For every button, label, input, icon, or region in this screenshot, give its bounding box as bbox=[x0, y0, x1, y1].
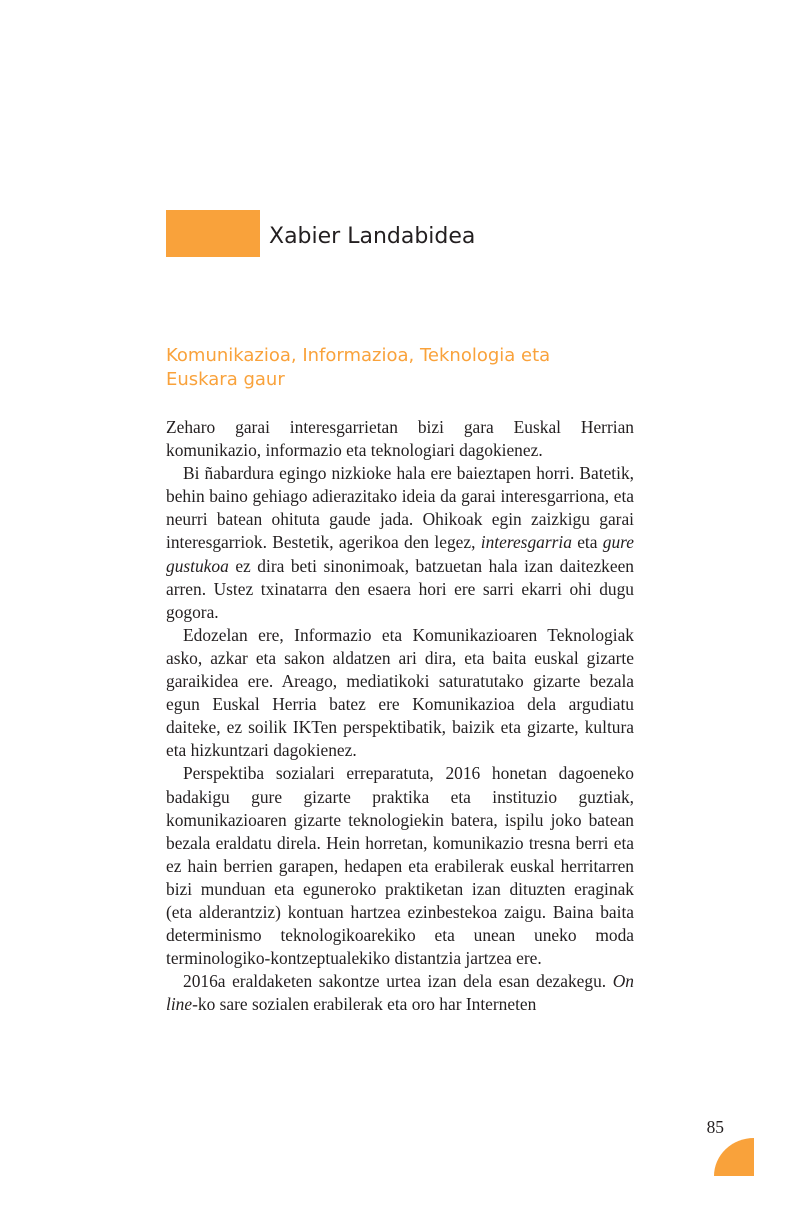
paragraph-text: Bi ñabardura egingo nizkioke hala ere baieztapen horri. Batetik, behin baino gehiago adierazitako ideia da garai interesgarriona, eta neurri batean ohituta gaude jada. Ohikoak egin zaizkigu garai interesgarriok. Bestetik, agerikoa den legez, bbox=[166, 463, 634, 553]
italic-text: On line bbox=[166, 971, 634, 1015]
author-color-block bbox=[166, 210, 260, 257]
body-paragraph bbox=[166, 462, 634, 624]
paragraph-text: 2016a eraldaketen sakontze urtea izan dela esan dezakegu. bbox=[183, 971, 613, 992]
paragraph-text: eta bbox=[571, 532, 603, 553]
body-paragraph bbox=[166, 416, 634, 462]
body-paragraph bbox=[166, 970, 634, 1016]
page-number: 85 bbox=[706, 1117, 724, 1137]
article-title-line: Euskara gaur bbox=[166, 369, 285, 390]
paragraph-text: Edozelan ere, Informazio eta Komunikazioaren Teknologiak asko, azkar eta sakon aldatzen ari dira, eta baita euskal gizarte garaikidea ere. Areago, mediatikoki saturatutako gizarte bezala egun Euskal Herria batez ere Komunikazioa dela argudiatu daiteke, ez soilik IKTen perspektibatik, baizik eta gizarte, kultura eta hizkuntzari dagokienez. bbox=[166, 624, 634, 761]
article-body bbox=[166, 416, 634, 1016]
article-title-line: Komunikazioa, Informazioa, Teknologia eta bbox=[166, 345, 551, 366]
paragraph-text: Perspektiba sozialari erreparatuta, 2016 honetan dagoeneko badakigu gure gizarte praktika eta instituzio guztiak, komunikazioaren gizarte teknologiekin batera, ispilu joko batean bezala eraldatu direla. Hein horretan, komunikazio tresna berri eta ez hain berrien garapen, hedapen eta erabilerak euskal herritarren bizi munduan eta eguneroko praktiketan izan dituzten eraginak (eta alderantziz) kontuan hartzea ezinbestekoa zaigu. Baina baita determinismo teknologikoarekiko eta unean uneko moda terminologiko-kontzeptualekiko distantzia jartzea ere. bbox=[166, 763, 634, 969]
paragraph-text: -ko sare sozialen erabilerak eta oro har Interneten bbox=[192, 994, 537, 1015]
paragraph-text: ez dira beti sinonimoak, batzuetan hala izan daitezkeen arren. Ustez txinatarra den esaera hori ere sarri ekarri ohi dugu gogora. bbox=[166, 555, 634, 622]
corner-quarter-circle-shape bbox=[714, 1138, 754, 1176]
article-title bbox=[166, 344, 636, 392]
author-name: Xabier Landabidea bbox=[269, 224, 476, 249]
paragraph-text: Zeharo garai interesgarrietan bizi gara Euskal Herrian komunikazio, informazio eta teknologiari dagokienez. bbox=[166, 417, 634, 461]
body-paragraph bbox=[166, 762, 634, 970]
italic-text: interesgarria bbox=[480, 532, 572, 553]
body-paragraph bbox=[166, 624, 634, 763]
italic-text: gure gustukoa bbox=[166, 532, 635, 576]
